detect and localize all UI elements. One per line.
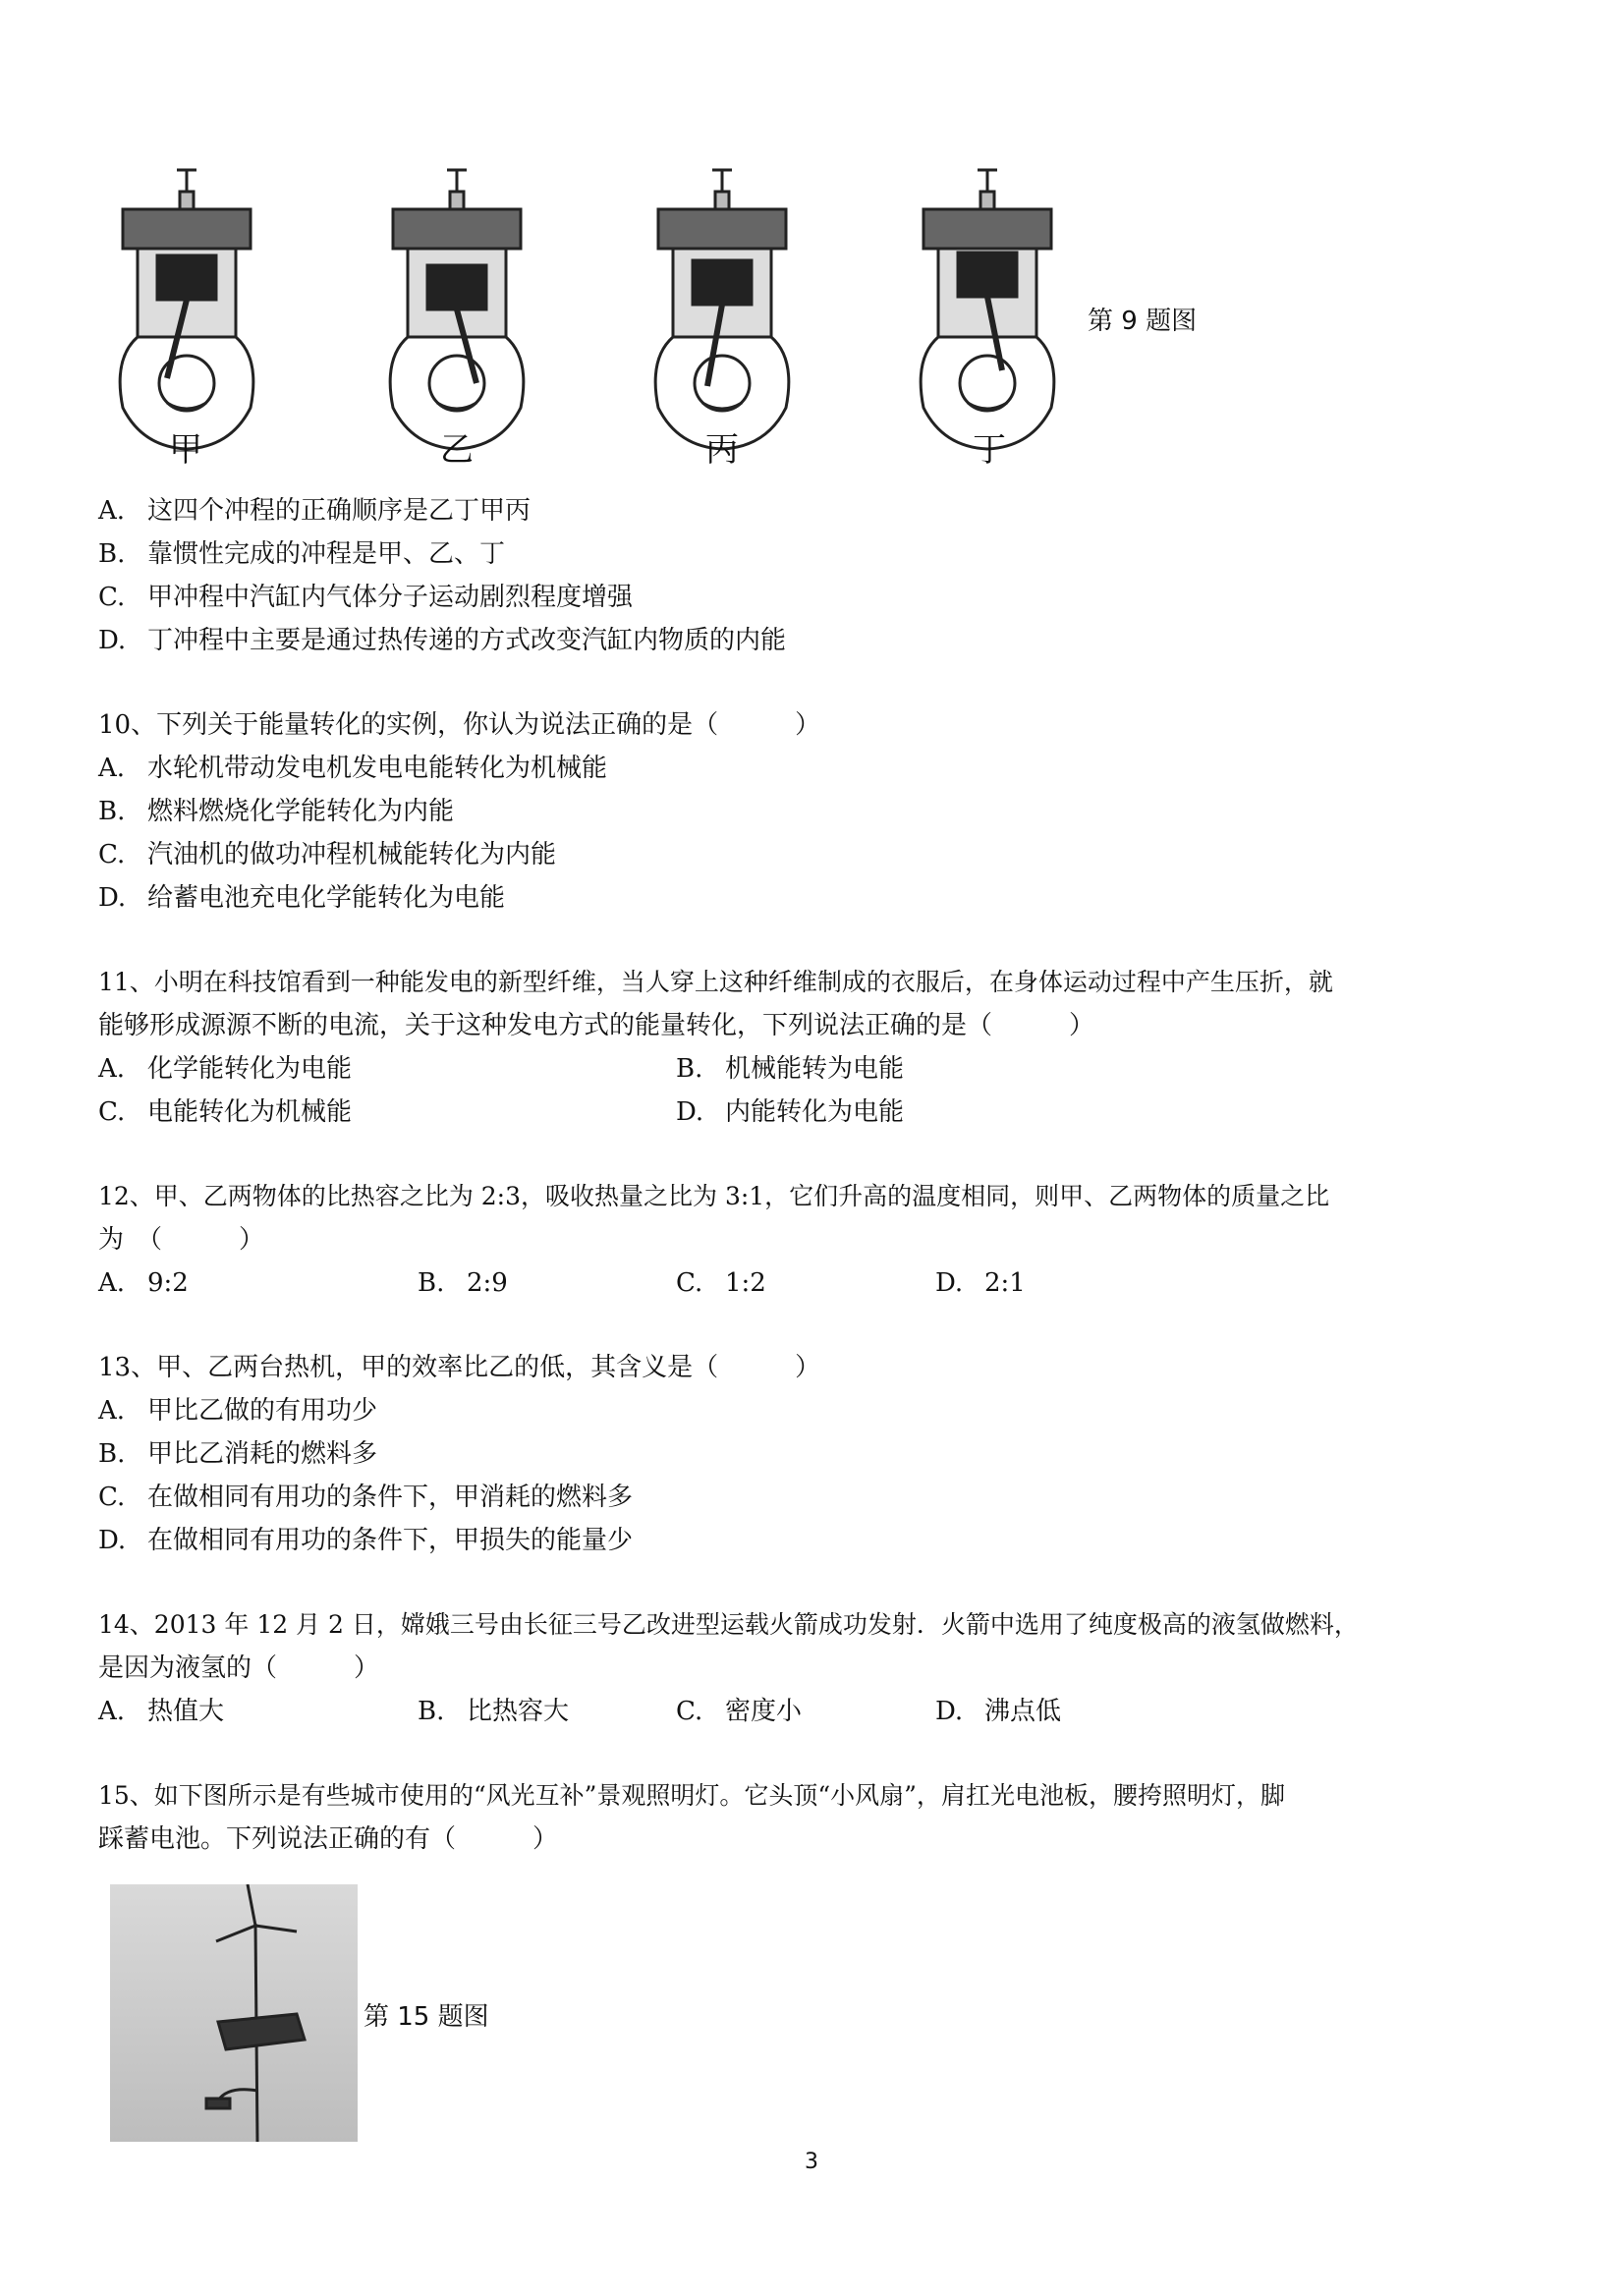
q12-option-b: B. 2:9 xyxy=(418,1268,508,1298)
q15-stem-line1: 15、如下图所示是有些城市使用的“风光互补”景观照明灯。它头顶“小风扇”，肩扛光电池板，腰挎照明灯，脚 xyxy=(98,1781,1285,1810)
q14-stem-line1: 14、2013 年 12 月 2 日，嫦娥三号由长征三号乙改进型运载火箭成功发射．火箭中选用了纯度极高的液氢做燃料， xyxy=(98,1610,1359,1639)
q9-option-d: D. 丁冲程中主要是通过热传递的方式改变汽缸内物质的内能 xyxy=(98,626,787,655)
q11-option-b: B. 机械能转为电能 xyxy=(676,1054,905,1084)
engine-label-bing: 丙 xyxy=(705,430,739,470)
q11-option-d: D. 内能转化为电能 xyxy=(676,1097,905,1127)
q14-option-c: C. 密度小 xyxy=(676,1697,803,1726)
q13-option-d: D. 在做相同有用功的条件下，甲损失的能量少 xyxy=(98,1526,634,1555)
wind-solar-lamp-illustration xyxy=(110,1884,358,2142)
wind-solar-lamp-photo xyxy=(110,1884,358,2142)
q10-option-b: B. 燃料燃烧化学能转化为内能 xyxy=(98,797,455,826)
q12-option-a: A. 9:2 xyxy=(98,1268,189,1298)
q14-option-d: D. 沸点低 xyxy=(935,1697,1062,1726)
q11-stem-line2: 能够形成源源不断的电流，关于这种发电方式的能量转化，下列说法正确的是（ ） xyxy=(98,1011,1095,1040)
q15-figure-caption: 第 15 题图 xyxy=(364,2002,489,2032)
q12-stem-line2: 为 （ ） xyxy=(98,1225,265,1255)
q9-option-a: A. 这四个冲程的正确顺序是乙丁甲丙 xyxy=(98,496,532,526)
q9-option-b: B. 靠惯性完成的冲程是甲、乙、丁 xyxy=(98,539,506,569)
q12-stem-line1: 12、甲、乙两物体的比热容之比为 2:3，吸收热量之比为 3:1，它们升高的温度相同，则甲、乙两物体的质量之比 xyxy=(98,1182,1330,1210)
q12-option-d: D. 2:1 xyxy=(935,1268,1026,1298)
q10-option-a: A. 水轮机带动发电机发电电能转化为机械能 xyxy=(98,754,608,783)
q9-option-c: C. 甲冲程中汽缸内气体分子运动剧烈程度增强 xyxy=(98,583,634,612)
q13-option-c: C. 在做相同有用功的条件下，甲消耗的燃料多 xyxy=(98,1483,634,1512)
q10-stem: 10、下列关于能量转化的实例，你认为说法正确的是（ ） xyxy=(98,710,821,740)
q13-option-b: B. 甲比乙消耗的燃料多 xyxy=(98,1439,378,1469)
engine-label-jia: 甲 xyxy=(169,430,202,470)
q14-stem-line2: 是因为液氢的（ ） xyxy=(98,1653,380,1683)
q14-option-b: B. 比热容大 xyxy=(418,1697,570,1726)
q13-option-a: A. 甲比乙做的有用功少 xyxy=(98,1396,378,1426)
page-number: 3 xyxy=(805,2150,818,2174)
q12-option-c: C. 1:2 xyxy=(676,1268,766,1298)
q11-option-a: A. 化学能转化为电能 xyxy=(98,1054,353,1084)
q11-option-c: C. 电能转化为机械能 xyxy=(98,1097,353,1127)
q11-stem-line1: 11、小明在科技馆看到一种能发电的新型纤维，当人穿上这种纤维制成的衣服后，在身体运动过程中产生压折，就 xyxy=(98,968,1333,996)
q15-stem-line2: 踩蓄电池。下列说法正确的有（ ） xyxy=(98,1824,559,1854)
q10-option-d: D. 给蓄电池充电化学能转化为电能 xyxy=(98,883,506,913)
q14-option-a: A. 热值大 xyxy=(98,1697,225,1726)
engine-label-ding: 丁 xyxy=(973,430,1006,470)
q9-figure-caption: 第 9 题图 xyxy=(1088,307,1198,336)
engine-label-yi: 乙 xyxy=(440,430,474,470)
q10-option-c: C. 汽油机的做功冲程机械能转化为内能 xyxy=(98,840,557,869)
q13-stem: 13、甲、乙两台热机，甲的效率比乙的低，其含义是（ ） xyxy=(98,1353,821,1382)
